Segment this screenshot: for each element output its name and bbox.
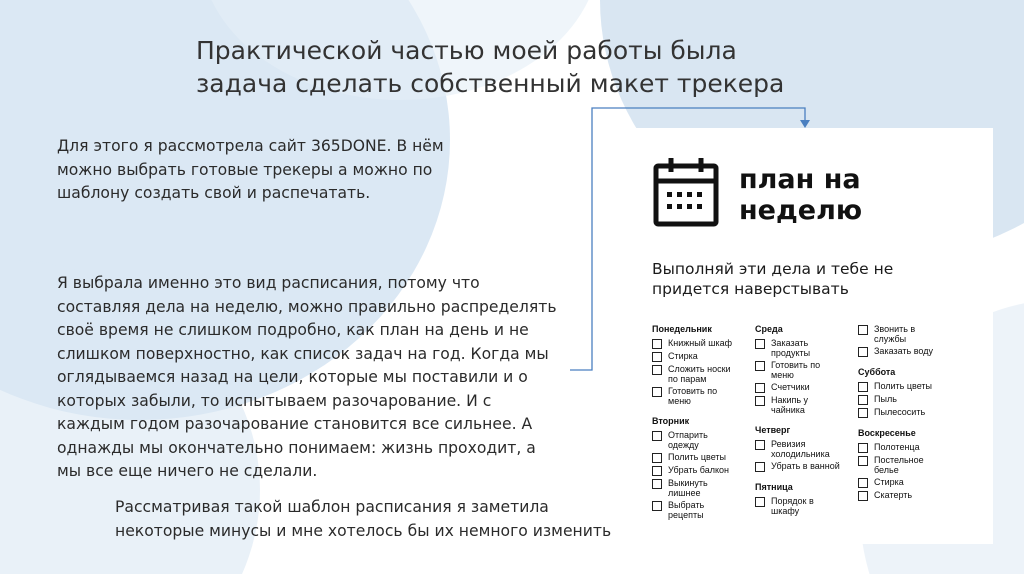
paragraph-line: однажды мы окончательно понимаем: жизнь проходит, а <box>57 438 536 457</box>
checkbox[interactable] <box>755 462 765 472</box>
checkbox[interactable] <box>755 396 765 406</box>
checkbox[interactable] <box>755 339 765 349</box>
task-item <box>858 346 962 357</box>
tracker-title <box>739 164 862 226</box>
checkbox[interactable] <box>858 325 868 335</box>
task-item <box>858 442 962 453</box>
task-label: Заказать продукты <box>771 338 811 358</box>
paragraph-line: оглядываемся назад на цели, которые мы поставили и о <box>57 368 528 386</box>
task-item <box>652 351 756 362</box>
day-heading: Понедельник <box>652 324 712 334</box>
checkbox[interactable] <box>652 453 662 463</box>
task-item <box>755 461 859 472</box>
task-item <box>858 324 962 344</box>
day-heading: Воскресенье <box>858 428 916 438</box>
checkbox[interactable] <box>755 361 765 371</box>
task-item <box>755 382 859 393</box>
checkbox[interactable] <box>652 466 662 476</box>
task-item <box>755 395 859 415</box>
checkbox[interactable] <box>652 431 662 441</box>
task-label: Заказать воду <box>874 346 933 356</box>
checkbox[interactable] <box>858 443 868 453</box>
tracker-preview <box>621 128 993 544</box>
paragraph-line: своё время не слишком подробно, как план на день и не <box>57 321 529 339</box>
checkbox[interactable] <box>858 456 868 466</box>
tracker-column <box>858 324 962 503</box>
task-label: Отпарить одежду <box>668 430 708 450</box>
task-item <box>652 452 756 463</box>
paragraph-line: каждым годом разочарование становится все сильнее. А <box>57 415 533 433</box>
checkbox[interactable] <box>652 501 662 511</box>
paragraph-line: некоторые минусы и мне хотелось бы их немного изменить <box>115 521 612 540</box>
tracker-title-line: неделю <box>739 195 863 226</box>
checkbox[interactable] <box>755 440 765 450</box>
slide-title <box>196 34 796 100</box>
paragraph-line: Для этого я рассмотрела сайт 365DONE. В нём <box>57 137 444 155</box>
paragraph-line: Я выбрала именно это вид расписания, потому что <box>57 274 480 292</box>
task-label: Звонить в службы <box>874 324 916 344</box>
task-label: Накипь у чайника <box>771 395 809 415</box>
checkbox[interactable] <box>652 365 662 375</box>
task-item <box>652 386 756 406</box>
task-item <box>858 490 962 501</box>
task-item <box>858 394 962 405</box>
task-label: Ревизия холодильника <box>771 439 830 459</box>
paragraph-line: Рассматривая такой шаблон расписания я заметила <box>115 498 549 516</box>
task-label: Выкинуть лишнее <box>668 478 708 498</box>
task-label: Полить цветы <box>668 452 726 462</box>
task-label: Убрать в ванной <box>771 461 840 471</box>
tracker-column <box>652 324 756 522</box>
day-heading: Четверг <box>755 425 791 435</box>
task-label: Скатерть <box>874 490 913 500</box>
task-label: Полотенца <box>874 442 920 452</box>
task-item <box>755 439 859 459</box>
task-label: Стирка <box>668 351 698 361</box>
task-item <box>652 465 756 476</box>
checkbox[interactable] <box>858 382 868 392</box>
task-label: Убрать балкон <box>668 465 730 475</box>
task-item <box>652 478 756 498</box>
slide-title-line: задача сделать собственный макет трекера <box>196 69 785 98</box>
day-heading: Вторник <box>652 416 690 426</box>
checkbox[interactable] <box>652 479 662 489</box>
task-label: Пыль <box>874 394 897 404</box>
paragraph-line: слишком поверхностно, как список задач на год. Когда мы <box>57 344 549 363</box>
task-item <box>858 477 962 488</box>
tracker-subtitle-line: Выполняй эти дела и тебе не <box>652 260 894 278</box>
checkbox[interactable] <box>858 491 868 501</box>
task-label: Счетчики <box>771 382 810 392</box>
task-label: Пылесосить <box>874 407 926 417</box>
checkbox[interactable] <box>652 387 662 397</box>
paragraph-line: мы все еще ничего не сделали. <box>57 462 318 480</box>
task-label: Выбрать рецепты <box>668 500 705 520</box>
checkbox[interactable] <box>755 497 765 507</box>
calendar-icon <box>653 156 719 228</box>
task-label: Порядок в шкафу <box>771 496 814 516</box>
tracker-column <box>755 324 859 518</box>
task-label: Постельное белье <box>874 455 924 475</box>
checkbox[interactable] <box>858 478 868 488</box>
task-label: Готовить по меню <box>771 360 821 380</box>
paragraph-reasoning <box>57 272 577 484</box>
checkbox[interactable] <box>652 352 662 362</box>
paragraph-line: которых забыли, то испытываем разочарование. И с <box>57 391 492 410</box>
slide-title-line: Практической частью моей работы была <box>196 36 737 65</box>
checkbox[interactable] <box>858 408 868 418</box>
task-item <box>858 381 962 392</box>
paragraph-line: составляя дела на неделю, можно правильно распределять <box>57 297 557 316</box>
task-item <box>755 338 859 358</box>
paragraph-line: шаблону создать свой и распечатать. <box>57 184 371 202</box>
tracker-subtitle <box>652 259 982 299</box>
task-item <box>652 364 756 384</box>
task-item <box>755 496 859 516</box>
checkbox[interactable] <box>755 383 765 393</box>
task-item <box>652 338 756 349</box>
task-label: Сложить носки по парам <box>668 364 731 384</box>
task-item <box>755 360 859 380</box>
task-item <box>652 430 756 450</box>
task-label: Книжный шкаф <box>668 338 732 348</box>
tracker-subtitle-line: придется наверстывать <box>652 280 849 298</box>
task-label: Стирка <box>874 477 904 487</box>
day-heading: Пятница <box>755 482 793 492</box>
task-label: Полить цветы <box>874 381 932 391</box>
task-item <box>858 455 962 475</box>
tracker-title-line: план на <box>739 164 861 195</box>
task-item <box>858 407 962 418</box>
paragraph-intro <box>57 135 517 206</box>
checkbox[interactable] <box>858 347 868 357</box>
day-heading: Суббота <box>858 367 896 377</box>
paragraph-line: можно выбрать готовые трекеры а можно по <box>57 160 433 179</box>
checkbox[interactable] <box>858 395 868 405</box>
task-item <box>652 500 756 520</box>
task-label: Готовить по меню <box>668 386 718 406</box>
checkbox[interactable] <box>652 339 662 349</box>
paragraph-conclusion <box>115 496 615 543</box>
day-heading: Среда <box>755 324 783 334</box>
